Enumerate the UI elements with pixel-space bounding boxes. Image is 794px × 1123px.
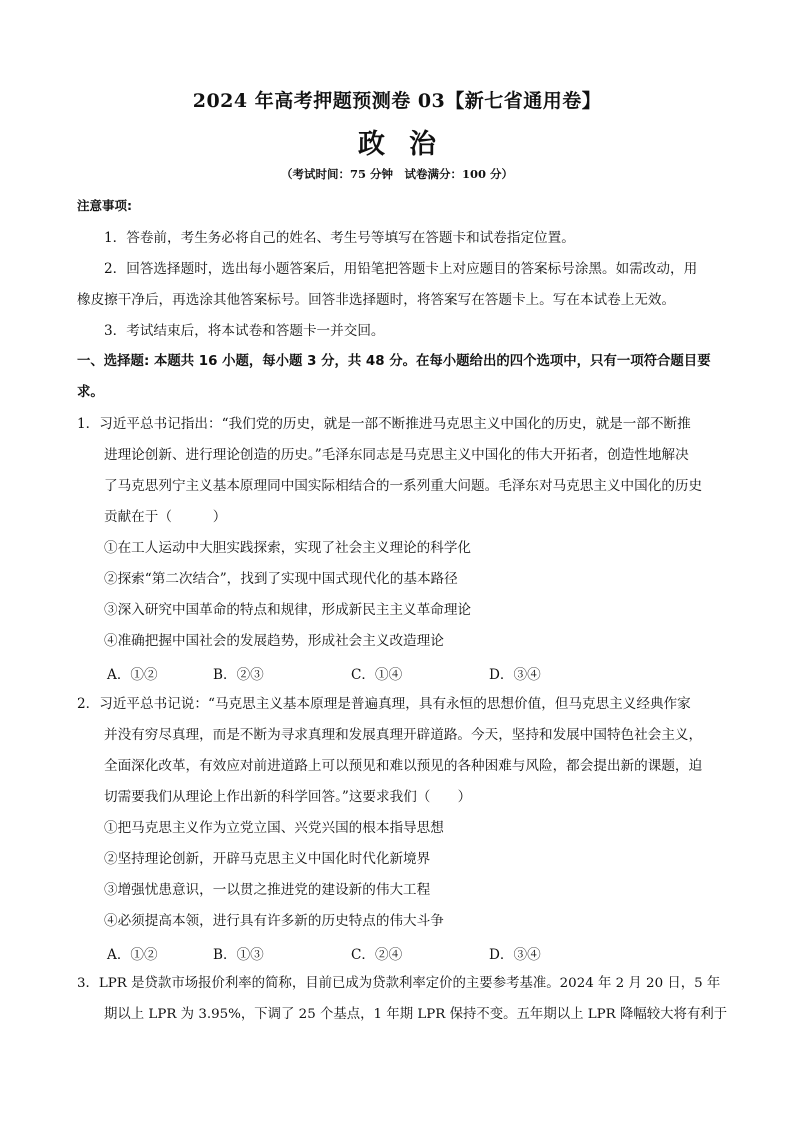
q1-stem-line4: 贡献在于（ ） [104,509,227,525]
q1-option-b[interactable]: B．②③ [213,667,264,683]
q2-statement-4: ④必须提高本领，进行具有许多新的历史特点的伟大斗争 [104,913,444,929]
q2-statement-1: ①把马克思主义作为立党立国、兴党兴国的根本指导思想 [104,820,444,836]
q2-option-d[interactable]: D．③④ [489,947,541,963]
q1-option-d[interactable]: D．③④ [489,667,541,683]
q1-stem-line3: 了马克思列宁主义基本原理同中国实际相结合的一系列重大问题。毛泽东对马克思主义中国化的历史 [104,478,703,494]
exam-title: 2024 年高考押题预测卷 03【新七省通用卷】 [192,90,602,112]
q1-stem-line1: 1．习近平总书记指出：“我们党的历史，就是一部不断推进马克思主义中国化的历史，就是一部不断推 [77,416,691,432]
q1-statement-4: ④准确把握中国社会的发展趋势，形成社会主义改造理论 [104,633,444,649]
q1-option-a[interactable]: A．①② [107,667,158,683]
q1-statement-1: ①在工人运动中大胆实践探索，实现了社会主义理论的科学化 [104,540,472,556]
section-heading-line1: 一、选择题: 本题共 16 小题，每小题 3 分，共 48 分。在每小题给出的四个选项中，只有一项符合题目要 [77,354,711,369]
q2-stem-line1: 2．习近平总书记说：“马克思主义基本原理是普遍真理，具有永恒的思想价值，但马克思主义经典作家 [77,696,691,712]
q1-options [107,663,707,683]
q2-statement-2: ②坚持理论创新，开辟马克思主义中国化时代化新境界 [104,851,431,867]
q2-option-c[interactable]: C．②④ [351,947,403,963]
q2-options [107,943,707,963]
q1-statement-2: ②探索“第二次结合”，找到了实现中国式现代化的基本路径 [104,571,458,587]
note-item-2-line2: 橡皮擦干净后，再选涂其他答案标号。回答非选择题时，将答案写在答题卡上。写在本试卷上无效。 [77,292,676,308]
q2-option-b[interactable]: B．①③ [213,947,264,963]
q1-stem-line2: 进理论创新、进行理论创造的历史。”毛泽东同志是马克思主义中国化的伟大开拓者，创造性地解决 [104,447,689,463]
q2-stem-line4: 切需要我们从理论上作出新的科学回答。”这要求我们（ ） [104,789,472,805]
q3-stem-line1: 3．LPR 是贷款市场报价利率的简称，目前已成为贷款利率定价的主要参考基准。2024 年 2 月 20 日，5 年 [77,976,721,991]
q2-statement-3: ③增强忧患意识，一以贯之推进党的建设新的伟大工程 [104,882,431,898]
notes-heading: 注意事项: [77,198,132,213]
q1-statement-3: ③深入研究中国革命的特点和规律，形成新民主主义革命理论 [104,602,472,618]
q2-stem-line2: 并没有穷尽真理，而是不断为寻求真理和发展真理开辟道路。今天，坚持和发展中国特色社会主义， [104,727,703,743]
q3-stem-line2: 期以上 LPR 为 3.95%，下调了 25 个基点，1 年期 LPR 保持不变。五年期以上 LPR 降幅较大将有利于 [104,1007,728,1022]
note-item-1: 1．答卷前，考生务必将自己的姓名、考生号等填写在答题卡和试卷指定位置。 [104,230,575,246]
section-heading-line2: 求。 [77,385,104,400]
subject-heading: 政治 [358,129,460,160]
q1-option-c[interactable]: C．①④ [351,667,403,683]
note-item-3: 3．考试结束后，将本试卷和答题卡一并交回。 [104,323,385,339]
q2-option-a[interactable]: A．①② [107,947,158,963]
note-item-2-line1: 2．回答选择题时，选出每小题答案后，用铅笔把答题卡上对应题目的答案标号涂黑。如需改动，用 [104,261,698,277]
q2-stem-line3: 全面深化改革，有效应对前进道路上可以预见和难以预见的各种困难与风险，都会提出新的课题，迫 [104,758,703,774]
exam-info: （考试时间：75 分钟 试卷满分：100 分） [280,167,513,181]
